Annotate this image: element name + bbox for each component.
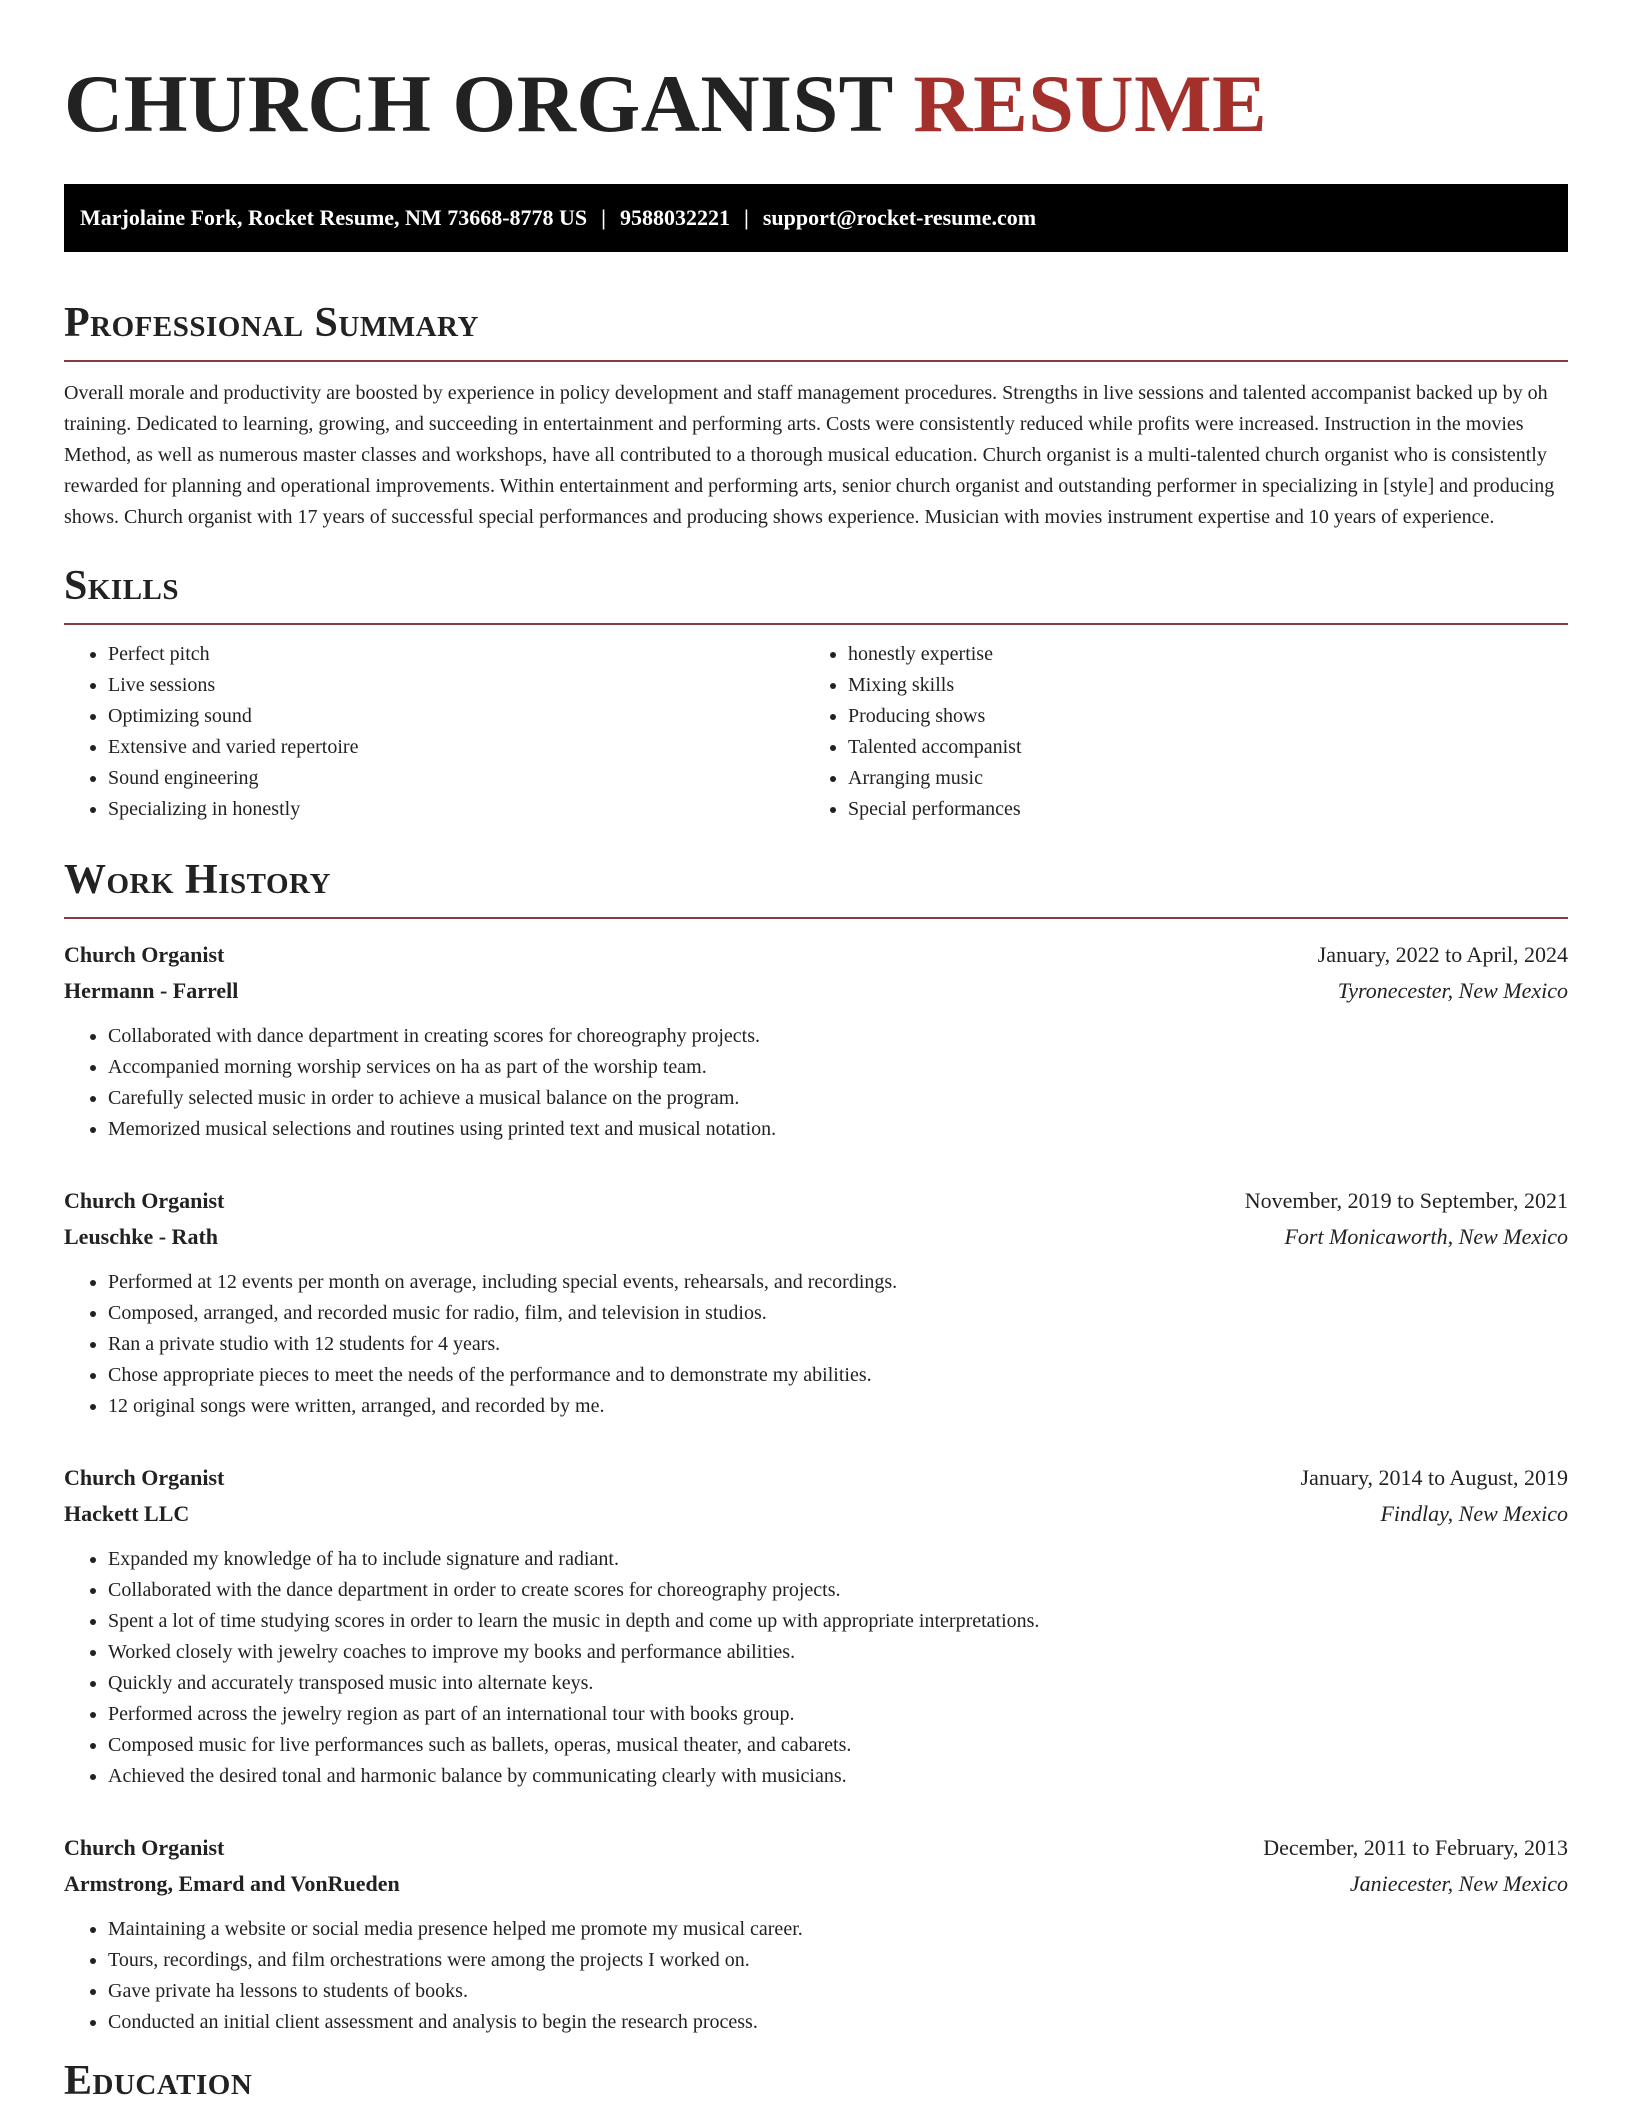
job-location: Janiecester, New Mexico — [1349, 1871, 1568, 1896]
skill-item: • Live sessions — [108, 670, 804, 701]
job-entry — [64, 1183, 1568, 1422]
job-bullets — [64, 1267, 1568, 1422]
section-divider — [64, 917, 1568, 919]
contact-email: support@rocket-resume.com — [762, 205, 1037, 230]
job-title: Church Organist — [64, 1835, 225, 1860]
job-bullet: • Tours, recordings, and film orchestrations were among the projects I worked on. — [108, 1945, 1568, 1976]
skill-item: • Special performances — [848, 794, 1544, 825]
job-bullet: • Spent a lot of time studying scores in order to learn the music in depth and come up with appropriate interpretations. — [108, 1606, 1568, 1637]
summary-text: Overall morale and productivity are boosted by experience in policy development and staff management procedures. Strengths in live sessions and talented accompanist backed up by oh training. Dedicated to learning, growing, and succeeding in entertainment and performing arts. Costs were consistently reduced while profits were increased. Instruction in the movies Method, as well as numerous master classes and workshops, have all contributed to a thorough musical education. Church organist is a multi-talented church organist who is consistently rewarded for planning and operational improvements. Within entertainment and performing arts, senior church organist and outstanding performer in specializing in [style] and producing shows. Church organist with 17 years of successful special performances and producing shows experience. Musician with movies instrument expertise and 10 years of experience. — [64, 382, 1555, 528]
job-dates: December, 2011 to February, 2013 — [1263, 1835, 1568, 1860]
summary-section — [64, 298, 1568, 533]
job-dates: January, 2014 to August, 2019 — [1300, 1465, 1568, 1490]
job-bullet: • Achieved the desired tonal and harmonic balance by communicating clearly with musicians. — [108, 1761, 1568, 1792]
job-bullet: • Maintaining a website or social media presence helped me promote my musical career. — [108, 1914, 1568, 1945]
job-bullet: • Quickly and accurately transposed music into alternate keys. — [108, 1668, 1568, 1699]
job-bullet: • Collaborated with the dance department in order to create scores for choreography projects. — [108, 1575, 1568, 1606]
contact-address: Marjolaine Fork, Rocket Resume, NM 73668-8778 US — [80, 205, 588, 230]
job-bullet: • Composed music for live performances such as ballets, operas, musical theater, and cabarets. — [108, 1730, 1568, 1761]
skill-item: • Extensive and varied repertoire — [108, 732, 804, 763]
section-title-work-history: Work History — [64, 857, 331, 903]
job-title-row — [64, 1460, 1568, 1496]
contact-phone: 9588032221 — [620, 205, 730, 230]
skill-item: • Producing shows — [848, 701, 1544, 732]
job-company: Hermann - Farrell — [64, 978, 239, 1003]
skill-item: • Optimizing sound — [108, 701, 804, 732]
job-bullet: • Ran a private studio with 12 students for 4 years. — [108, 1329, 1568, 1360]
resume-title — [64, 0, 1568, 150]
job-bullet: • Memorized musical selections and routines using printed text and musical notation. — [108, 1114, 1568, 1145]
job-bullet: • Performed at 12 events per month on average, including special events, rehearsals, and recordings. — [108, 1267, 1568, 1298]
skill-item: • Specializing in honestly — [108, 794, 804, 825]
job-entry — [64, 937, 1568, 1145]
skills-list-right — [804, 639, 1544, 825]
resume-page — [64, 0, 1568, 2106]
skills-columns — [64, 639, 1568, 825]
section-divider — [64, 623, 1568, 625]
job-company-row — [64, 1496, 1568, 1532]
contact-separator: | — [744, 205, 749, 230]
job-bullet: • Carefully selected music in order to achieve a musical balance on the program. — [108, 1083, 1568, 1114]
job-bullets — [64, 1021, 1568, 1145]
job-company: Armstrong, Emard and VonRueden — [64, 1871, 400, 1896]
job-title-row — [64, 937, 1568, 973]
job-entry — [64, 1830, 1568, 2038]
job-title: Church Organist — [64, 1465, 225, 1490]
job-company: Leuschke - Rath — [64, 1224, 219, 1249]
skill-item: • Sound engineering — [108, 763, 804, 794]
contact-separator: | — [601, 205, 606, 230]
title-main: CHURCH ORGANIST — [64, 58, 893, 149]
job-company-row — [64, 1866, 1568, 1902]
job-title-row — [64, 1183, 1568, 1219]
job-bullets — [64, 1914, 1568, 2038]
job-title: Church Organist — [64, 942, 225, 967]
skill-item: • honestly expertise — [848, 639, 1544, 670]
skill-item: • Perfect pitch — [108, 639, 804, 670]
skills-list-left — [64, 639, 804, 825]
job-bullet: • 12 original songs were written, arranged, and recorded by me. — [108, 1391, 1568, 1422]
job-location: Fort Monicaworth, New Mexico — [1284, 1224, 1568, 1249]
job-dates: January, 2022 to April, 2024 — [1317, 942, 1568, 967]
job-bullet: • Expanded my knowledge of ha to include signature and radiant. — [108, 1544, 1568, 1575]
job-bullet: • Collaborated with dance department in creating scores for choreography projects. — [108, 1021, 1568, 1052]
skill-item: • Mixing skills — [848, 670, 1544, 701]
job-bullet: • Performed across the jewelry region as part of an international tour with books group. — [108, 1699, 1568, 1730]
skills-section — [64, 561, 1568, 825]
job-bullet: • Accompanied morning worship services on ha as part of the worship team. — [108, 1052, 1568, 1083]
work-history-section — [64, 855, 1568, 2038]
job-bullet: • Composed, arranged, and recorded music for radio, film, and television in studios. — [108, 1298, 1568, 1329]
job-bullets — [64, 1544, 1568, 1792]
section-title-education: Education — [64, 2058, 253, 2104]
section-title-skills: Skills — [64, 563, 180, 609]
job-entry — [64, 1460, 1568, 1792]
job-bullet: • Conducted an initial client assessment and analysis to begin the research process. — [108, 2007, 1568, 2038]
job-location: Tyronecester, New Mexico — [1337, 978, 1568, 1003]
job-company: Hackett LLC — [64, 1501, 190, 1526]
job-dates: November, 2019 to September, 2021 — [1244, 1188, 1568, 1213]
job-location: Findlay, New Mexico — [1380, 1501, 1568, 1526]
skill-item: • Talented accompanist — [848, 732, 1544, 763]
contact-bar — [64, 184, 1568, 252]
education-section — [64, 2056, 1568, 2106]
job-company-row — [64, 973, 1568, 1009]
job-title: Church Organist — [64, 1188, 225, 1213]
job-title-row — [64, 1830, 1568, 1866]
section-title-summary: Professional Summary — [64, 300, 479, 346]
title-accent: RESUME — [913, 58, 1268, 149]
job-bullet: • Chose appropriate pieces to meet the needs of the performance and to demonstrate my abilities. — [108, 1360, 1568, 1391]
skill-item: • Arranging music — [848, 763, 1544, 794]
section-divider — [64, 360, 1568, 362]
job-bullet: • Gave private ha lessons to students of books. — [108, 1976, 1568, 2007]
job-bullet: • Worked closely with jewelry coaches to improve my books and performance abilities. — [108, 1637, 1568, 1668]
job-company-row — [64, 1219, 1568, 1255]
